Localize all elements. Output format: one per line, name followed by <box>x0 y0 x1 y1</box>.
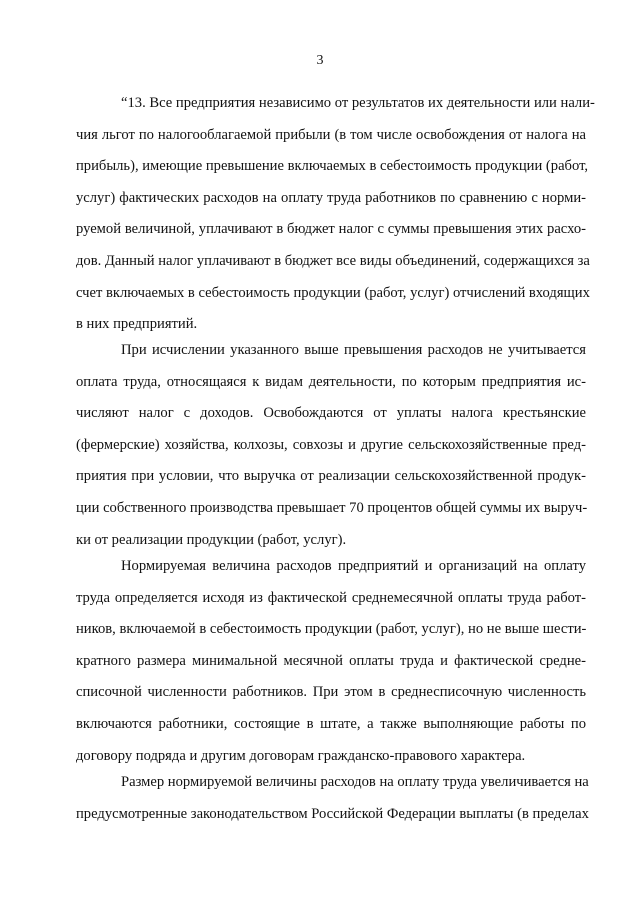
text-line: руемой величиной, уплачивают в бюджет налог с суммы превышения этих расхо- <box>76 221 586 238</box>
text-line: чия льгот по налогооблагаемой прибыли (в том числе освобождения от налога на <box>76 126 586 143</box>
text-line: прибыль), имеющие превышение включаемых в себестоимость продукции (работ, <box>76 158 589 175</box>
text-line: ки от реализации продукции (работ, услуг). <box>76 531 347 548</box>
text-line: дов. Данный налог уплачивают в бюджет все виды объединений, содержащихся за <box>76 252 590 269</box>
text-line: услуг) фактических расходов на оплату труда работников по сравнению с норми- <box>76 189 586 206</box>
paragraph-2 <box>76 335 586 556</box>
text-line: числяют налог с доходов. Освобождаются от уплаты налога крестьянские <box>76 405 586 422</box>
text-line: кратного размера минимальной месячной оплаты труда и фактической средне- <box>76 652 586 669</box>
text-line: труда определяется исходя из фактической среднемесячной оплаты труда работ- <box>76 589 586 606</box>
text-line: оплата труда, относящаяся к видам деятельности, по которым предприятия ис- <box>76 373 586 390</box>
paragraph-4 <box>76 767 589 830</box>
text-line: счет включаемых в себестоимость продукции (работ, услуг) отчислений входящих <box>76 284 590 301</box>
text-line: Нормируемая величина расходов предприятий и организаций на оплату <box>121 558 586 574</box>
text-line: Размер нормируемой величины расходов на оплату труда увеличивается на <box>121 774 589 790</box>
page-number: 3 <box>316 53 324 68</box>
text-line: “13. Все предприятия независимо от результатов их деятельности или нали- <box>121 95 595 111</box>
text-line: включаются работники, состоящие в штате, а также выполняющие работы по <box>76 715 586 732</box>
text-line: ции собственного производства превышает 70 процентов общей суммы их выруч- <box>76 499 588 516</box>
text-line: списочной численности работников. При этом в среднесписочную численность <box>76 684 586 701</box>
text-line: приятия при условии, что выручка от реализации сельскохозяйственной продук- <box>76 468 586 485</box>
paragraph-3 <box>76 551 586 772</box>
text-line: договору подряда и другим договорам гражданско-правового характера. <box>76 747 526 764</box>
text-line: (фермерские) хозяйства, колхозы, совхозы и другие сельскохозяйственные пред- <box>76 436 586 453</box>
text-line: При исчислении указанного выше превышения расходов не учитывается <box>121 342 586 358</box>
text-line: ников, включаемой в себестоимость продукции (работ, услуг), но не выше шести- <box>76 621 587 638</box>
text-line: предусмотренные законодательством Российской Федерации выплаты (в пределах <box>76 805 589 822</box>
text-line: в них предприятий. <box>76 316 198 333</box>
paragraph-1 <box>76 88 595 341</box>
